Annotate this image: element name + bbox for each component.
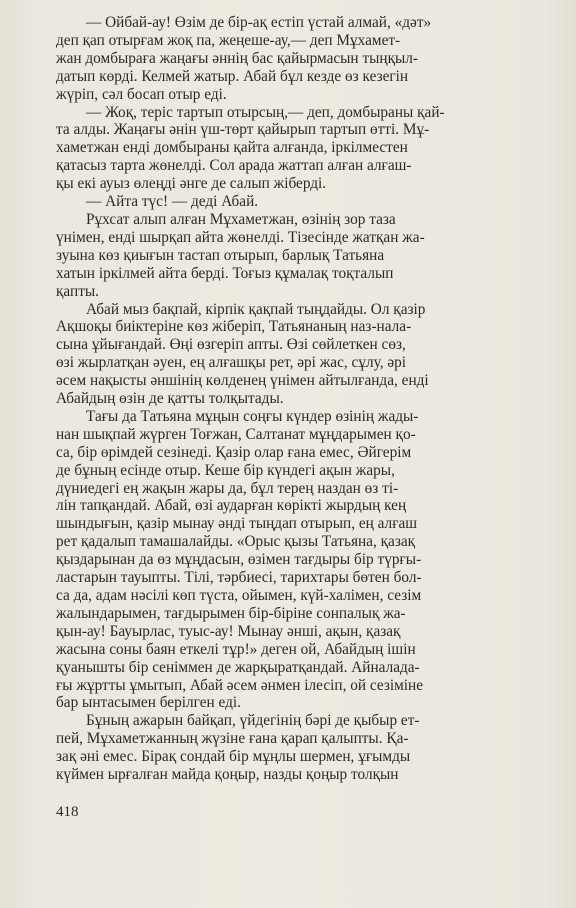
paragraph: — Ойбай-ау! Өзім де бір-ақ естіп үстай алмай, «дәт» деп қап отырғам жоқ па, жеңеше-ау,— деп Мұхамет- жан домбыраға жаңағы әннің бас қайырмасын тыңқыл- датып көрді. Келмей жатыр. Абай бұл кезде өз кезегін жүріп, сәл босап отыр еді. [56,14,432,103]
paragraph: — Жоқ, теріс тартып отырсың,— деп, домбыраны қай- та алды. Жаңағы әнін үш-төрт қайырып тартып өтті. Мұ- хаметжан енді домбыраны қайта алғанда, іркілместен қатасыз тарта жөнелді. Сол арада жаттап алған алғаш- қы екі ауыз өлеңді әнге де салып жіберді. [56,103,445,193]
paragraph: Рұхсат алып алған Мұхаметжан, өзінің зор таза үнімен, енді шырқап айта жөнелді. Тізесінде жатқан жа- зуына көз қиығын тастап отырып, барлық Татьяна хатын іркілмей айта берді. Тоғыз құмалақ тоқталып қапты. [56,210,425,300]
paragraph: Тағы да Татьяна мұңын соңғы күндер өзінің жады- нан шықпай жүрген Тоғжан, Салтанат мұңдарымен қо- са, бір өрімдей сезінеді. Қазір олар ғана емес, Әйгерім де бұның есінде отыр. Кеше бір күндегі ақын жары, дүниедегі ең жақын жары да, бұл терең наздан өз ті- лін тапқандай. Абай, өзі аударған көрікті жырдың кең шындығын, қазір мынау әнді тыңдап отырып, ең алғаш рет қадалып тамашалайды. «Орыс қызы Татьяна, қазақ қыздарынан да өз мұңдасын, өзімен тағдыры бір түрғы- ластарын тауыпты. Тілі, тәрбиесі, тарихтары бөтен бол- са да, адам нәсілі көп түста, ойымен, күй-халімен, сезім жалындарымен, тағдырымен бір-біріне сонпалық жа- қын-ау! Бауырлас, туыс-ау! Мынау әнші, ақын, қазақ жасына соны баян еткелі тұр!» деген ой, Абайдың ішін қуанышты бір сеніммен де жарқыратқандай. Айналада- ғы жұртты ұмытып, Абай әсем әнмен ілесіп, ой сезіміне бар ынтасымен берілген еді. [56,407,424,712]
page-number: 418 [56,804,79,820]
paragraph: — Айта түс! — деді Абай. [86,193,259,211]
paragraph: Абай мыз бақпай, кірпік қақпай тыңдайды. Ол қазір Ақшоқы биіктеріне көз жіберіп, Татьянаның наз-нала- сына ұйығандай. Өңі өзгеріп апты. Өзі сөйлеткен сөз, өзі жырлатқан әуен, ең алғашқы рет, әрі жас, сұлу, әрі әсем нақысты әншінің көлденең үнімен айтылғанда, енді Абайдың өзін де қатты толқытады. [56,300,429,408]
body-text [56,14,538,784]
paragraph: Бұның ажарын байқап, үйдегінің бәрі де қыбыр ет- пей, Мұхаметжанның жүзіне ғана қарап қалыпты. Қа- зақ әні емес. Бірақ сондай бір мұңлы шермен, ұғымды күймен ырғалған майда қоңыр, назды қоңыр толқын [56,712,420,784]
